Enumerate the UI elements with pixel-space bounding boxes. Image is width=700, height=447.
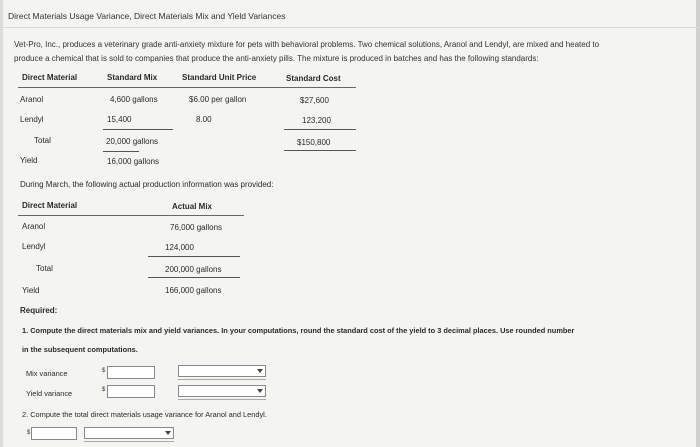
act-total-rule <box>148 277 240 278</box>
act-row-aranol-mix: 76,000 gallons <box>170 223 223 232</box>
chevron-down-icon <box>257 389 263 393</box>
std-header-cost: Standard Cost <box>286 74 341 83</box>
right-scroll-edge <box>696 0 700 447</box>
std-row-aranol-material: Aranol <box>20 95 44 104</box>
std-total-cost: $150,800 <box>297 138 331 147</box>
std-row-lendyl-mix: 15,400 <box>107 115 132 124</box>
act-subtotal-rule <box>148 256 240 257</box>
question-1 <box>22 326 698 335</box>
std-yield-label: Yield <box>20 156 38 165</box>
act-total-label: Total <box>36 264 53 273</box>
std-yield-value: 16,000 gallons <box>107 157 160 166</box>
mix-variance-select-underline <box>178 379 266 380</box>
std-row-aranol-price: $6.00 per gallon <box>189 95 247 104</box>
std-row-aranol-mix: 4,600 gallons <box>110 95 158 104</box>
question-1-rounding-note: In your computations, round the standard cost of the yield to 3 decimal places. Use rounded number <box>221 326 575 335</box>
std-header-rule <box>18 87 356 88</box>
act-yield-label: Yield <box>22 286 40 295</box>
std-row-lendyl-cost: 123,200 <box>302 116 331 125</box>
std-total-mix: 20,000 gallons <box>106 137 159 146</box>
actual-intro: During March, the following actual production information was provided: <box>20 180 274 189</box>
act-total-mix: 200,000 gallons <box>165 265 222 274</box>
act-header-rule <box>18 215 244 216</box>
std-cost-subtotal-rule <box>284 129 356 130</box>
chevron-down-icon <box>165 431 171 435</box>
yield-variance-input[interactable] <box>107 385 155 398</box>
std-row-lendyl-price: 8.00 <box>196 115 212 124</box>
act-header-material: Direct Material <box>22 201 78 210</box>
mix-variance-input[interactable] <box>107 366 155 379</box>
yield-variance-select[interactable] <box>178 385 266 397</box>
mix-variance-select[interactable] <box>178 365 266 377</box>
act-row-aranol-material: Aranol <box>22 222 46 231</box>
title-divider <box>0 27 700 28</box>
yield-variance-select-underline <box>178 399 266 400</box>
required-label: Required: <box>20 306 58 315</box>
usage-variance-currency: $ <box>27 430 31 436</box>
std-header-mix: Standard Mix <box>107 73 158 82</box>
intro-line-2: produce a chemical that is sold to companies that produce the anti-anxiety pills. The mixture is produced in batches and has the following standards: <box>14 54 539 63</box>
yield-variance-label: Yield variance <box>26 389 73 398</box>
std-total-cost-rule <box>284 150 356 151</box>
usage-variance-select[interactable] <box>84 427 174 439</box>
yield-variance-currency: $ <box>102 387 106 393</box>
intro-line-1: Vet-Pro, Inc., produces a veterinary grade anti-anxiety mixture for pets with behavioral problems. Two chemical solutions, Aranol and Lendyl, are mixed and heated to <box>14 40 600 49</box>
act-row-lendyl-material: Lendyl <box>22 242 46 251</box>
left-page-edge <box>0 0 3 447</box>
usage-variance-input[interactable] <box>31 427 77 440</box>
std-total-label: Total <box>34 136 51 145</box>
page-title: Direct Materials Usage Variance, Direct Materials Mix and Yield Variances <box>8 11 286 21</box>
std-header-price: Standard Unit Price <box>182 73 257 82</box>
std-row-aranol-cost: $27,600 <box>300 96 329 105</box>
std-mix-subtotal-rule <box>103 129 173 130</box>
mix-variance-currency: $ <box>102 368 106 374</box>
std-total-mix-rule <box>103 151 139 152</box>
act-yield-value: 166,000 gallons <box>165 286 222 295</box>
std-row-lendyl-material: Lendyl <box>20 115 44 124</box>
mix-variance-label: Mix variance <box>26 369 68 378</box>
act-row-lendyl-mix: 124,000 <box>165 243 194 252</box>
question-1-rounding-note-cont: in the subsequent computations. <box>22 345 138 354</box>
question-2: 2. Compute the total direct materials usage variance for Aranol and Lendyl. <box>22 410 267 419</box>
chevron-down-icon <box>257 369 263 373</box>
std-header-material: Direct Material <box>22 73 78 82</box>
usage-variance-select-underline <box>84 441 174 442</box>
act-header-mix: Actual Mix <box>172 202 213 211</box>
question-1-prefix: 1. Compute the direct materials mix and yield variances. <box>22 326 220 335</box>
